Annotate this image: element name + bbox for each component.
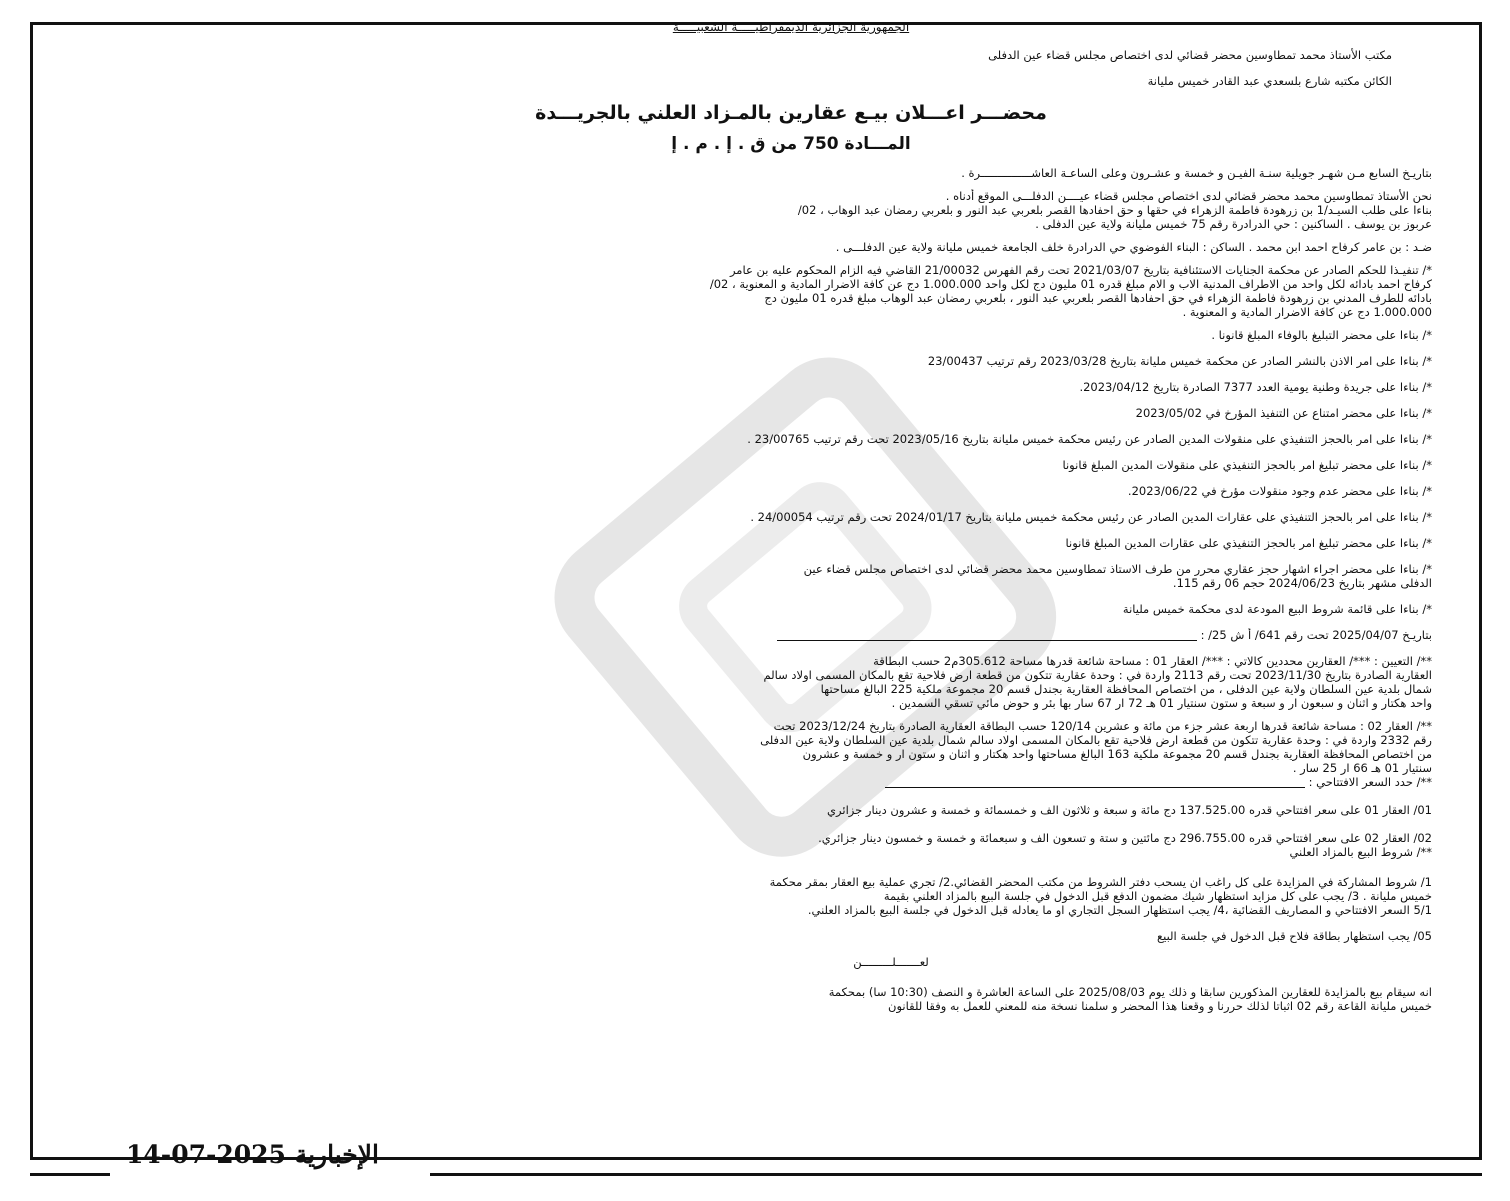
terms-line: 1/ شروط المشاركة في المزايدة على كل راغب ان يسحب دفتر الشروط من مكتب المحضر القضائي.2/ تجري عملية بيع العقار بمقر محكمة bbox=[769, 875, 1432, 889]
article-reference: المـــادة 750 من ق . إ . م . إ bbox=[671, 134, 911, 154]
conditions-filed-line: */ بناءا على قائمة شروط البيع المودعة لدى محكمة خميس مليانة bbox=[1122, 602, 1432, 616]
intro-line: عربوز بن يوسف . الساكنين : حي الدرادرة رقم 75 خميس مليانة ولاية عين الدفلى . bbox=[1035, 217, 1432, 231]
footer-label bbox=[126, 1140, 379, 1169]
recital: */ بناءا على جريدة وطنية يومية العدد 7377 الصادرة بتاريخ 2023/04/12. bbox=[1079, 380, 1432, 394]
terms-paragraph bbox=[150, 875, 1432, 917]
closing-line: انه سيقام بيع بالمزايدة للعقارين المذكورين سابقا و ذلك يوم 2025/08/03 على الساعة العاشرة و النصف (10:30 سا) بمحكمة bbox=[828, 985, 1432, 999]
recital: */ بناءا على امر بالحجز التنفيذي على عقارات المدين الصادر عن رئيس محكمة خميس مليانة بتاريخ 2024/01/17 تحت رقم ترتيب 24/00054 . bbox=[750, 510, 1432, 524]
intro-paragraph bbox=[150, 189, 1432, 231]
publication-paragraph bbox=[150, 562, 1432, 590]
property-1-designation bbox=[150, 654, 1432, 710]
closing-paragraph bbox=[150, 985, 1432, 1013]
publication-date: 2025-07-14 bbox=[126, 1140, 286, 1169]
designation-line: من اختصاص المحافظة العقارية بجندل قسم 20 مجموعة ملكية 163 البالغ مساحتها واحد هكتار و اثنان و ستون ار و خمسة و عشرون bbox=[802, 747, 1432, 761]
office-line: مكتب الأستاذ محمد تمطاوسين محضر قضائي لدى اختصاص مجلس قضاء عين الدفلى bbox=[988, 48, 1392, 62]
designation-line: العقارية الصادرة بتاريخ 2023/11/30 تحت رقم 2113 واردة في : وحدة عقارية تتكون من قطعة ارض فلاحية تقع بالمكان المسمى اولاد سالم bbox=[763, 668, 1432, 682]
recital: */ بناءا على محضر تبليغ امر بالحجز التنفيذي على عقارات المدين المبلغ قانونا bbox=[1065, 536, 1432, 550]
publication-line: الدفلى مشهر بتاريخ 2024/06/23 حجم 06 رقم 115. bbox=[1172, 576, 1432, 590]
designation-line: شمال بلدية عين السلطان ولاية عين الدفلى ، من اختصاص المحافظة العقارية بجندل قسم 20 مجموعة ملكية 225 البالغ مساحتها bbox=[820, 682, 1432, 696]
intro-line: نحن الأستاذ تمطاوسين محمد محضر قضائي لدى اختصاص مجلس قضاء عيــــن الدفلـــى الموقع أدناه . bbox=[945, 189, 1432, 203]
underline-rule bbox=[885, 777, 1305, 788]
recital: */ بناءا على امر بالحجز التنفيذي على منقولات المدين الصادر عن رئيس محكمة خميس مليانة بتاريخ 2023/05/16 تحت رقم ترتيب 23/00765 . bbox=[747, 432, 1432, 446]
newspaper-footer bbox=[30, 1130, 1482, 1190]
legal-notice bbox=[150, 12, 1432, 1141]
recital: */ بناءا على محضر امتناع عن التنفيذ المؤرخ في 2023/05/02 bbox=[1135, 406, 1432, 420]
designation-line: واحد هكتار و اثنان و سبعون ار و سبعة و ستون سنتيار 01 هـ 72 ار 67 سار بها بئر و حوض مائي تسقي السمدين . bbox=[891, 696, 1432, 710]
recital: */ بناءا على امر الاذن بالنشر الصادر عن محكمة خميس مليانة بتاريخ 2023/03/28 رقم ترتيب 23/00437 bbox=[927, 354, 1432, 368]
price-property-2: 02/ العقار 02 على سعر افتتاحي قدره 296.755.00 دج مائتين و ستة و تسعون الف و سبعمائة و خمسة و خمسون دينار جزائري. bbox=[818, 831, 1432, 845]
term-5: 05/ يجب استظهار بطاقة فلاح قبل الدخول في جلسة البيع bbox=[1156, 929, 1432, 943]
price-property-2-block bbox=[150, 831, 1432, 859]
footer-rule-right bbox=[430, 1173, 1482, 1176]
recital: */ بناءا على محضر تبليغ امر بالحجز التنفيذي على منقولات المدين المبلغ قانونا bbox=[1062, 458, 1432, 472]
property-2-designation bbox=[150, 719, 1432, 789]
underline-rule bbox=[777, 630, 1197, 641]
price-property-1: 01/ العقار 01 على سعر افتتاحي قدره 137.525.00 دج مائة و سبعة و ثلاثون الف و خمسمائة و خمسة و عشرون دينار جزائري bbox=[827, 803, 1432, 817]
intro-line: بناءا على طلب السيـد/1 بن زرهودة فاطمة الزهراء في حقها و حق احفادها القصر بلعربي عبد النور و بلعربي رمضان عبد الوهاب ، 02/ bbox=[797, 203, 1432, 217]
designation-line: **/ التعيين : ***/ العقارين محددين كالاتي : ***/ العقار 01 : مساحة شائعة قدرها مساحة 305.612م2 حسب البطاقة bbox=[873, 654, 1432, 668]
execution-line: 1.000.000 دج عن كافة الاضرار المادية و المعنوية . bbox=[1182, 305, 1432, 319]
execution-line: */ تنفيـذا للحكم الصادر عن محكمة الجنايات الاستئنافية بتاريخ 2021/03/07 تحت رقم الفهرس 21/00032 القاضي فيه الزام المحكوم عليه بن عامر bbox=[729, 263, 1432, 277]
closing-line: خميس مليانة القاعة رقم 02 اثباتا لذلك حررنا و وقعنا هذا المحضر و سلمنا نسخة منه للمعني للعمل به وفقا للقانون bbox=[888, 999, 1432, 1013]
filed-date-line bbox=[150, 628, 1432, 642]
terms-line: خميس مليانة . 3/ يجب على كل مزايد استظهار شيك مضمون الدفع قبل الدخول في جلسة البيع بالمزاد العلني بقيمة bbox=[883, 889, 1432, 903]
designation-line: سنتيار 01 هـ 66 ار 25 سار . bbox=[1292, 761, 1432, 775]
address-line: الكائن مكتبه شارع بلسعدي عبد القادر خميس مليانة bbox=[1147, 74, 1392, 88]
designation-line: رقم 2332 واردة في : وحدة عقارية تتكون من قطعة ارض فلاحية تقع بالمكان المسمى اولاد سالم شمال بلدية عين السلطان ولاية عين الدفلى bbox=[760, 733, 1432, 747]
republic-header: الجمهورية الجزائرية الديمقراطيـــــة الشعبيـــــة bbox=[672, 20, 910, 34]
date-line: بتاريـخ السابع مـن شهـر جويلية سنـة الفيـن و خمسة و عشـرون وعلى الساعـة العاشـــــــــــــــرة . bbox=[961, 166, 1432, 180]
notice-heading: لعـــــــلـــــــــن bbox=[853, 955, 929, 969]
publication-line: */ بناءا على محضر اجراء اشهار حجز عقاري محرر من طرف الاستاذ تمطاوسين محمد محضر قضائي لدى اختصاص مجلس قضاء عين bbox=[803, 562, 1432, 576]
opening-price-text: **/ حدد السعر الافتتاحي : bbox=[1308, 775, 1432, 789]
recital: */ بناءا على محضر عدم وجود منقولات مؤرخ في 2023/06/22. bbox=[1127, 484, 1432, 498]
against-line: ضـد : بن عامر كرفاح احمد ابن محمد . الساكن : البناء الفوضوي حي الدرادرة خلف الجامعة خميس مليانة ولاية عين الدفلـــى . bbox=[835, 240, 1432, 254]
opening-price-label bbox=[150, 775, 1432, 789]
execution-line: كرفاح احمد بادائه لكل واحد من الاطراف المدنية الاب و الام مبلغ قدره 01 مليون دج لكل واحد 1.000.000 دج عن كافة الاضرار المادية و المعنوية ، 02/ bbox=[709, 277, 1432, 291]
terms-line: 5/1 السعر الافتتاحي و المصاريف القضائية ،4/ يجب استظهار السجل التجاري او ما يعادله قبل الدخول في جلسة البيع بالمزاد العلني. bbox=[807, 903, 1432, 917]
designation-line: **/ العقار 02 : مساحة شائعة قدرها اربعة عشر جزء من مائة و عشرين 120/14 حسب البطاقة العقارية الصادرة بتاريخ 2023/12/24 تحت bbox=[773, 719, 1432, 733]
execution-line: بادائه للطرف المدني بن زرهودة فاطمة الزهراء في حق احفادها القصر بلعربي عبد النور ، بلعربي رمضان عبد الوهاب مبلغ قدره 01 مليون دج bbox=[764, 291, 1432, 305]
terms-label: **/ شروط البيع بالمزاد العلني bbox=[1289, 845, 1432, 859]
footer-rule-left bbox=[30, 1173, 110, 1176]
recital: */ بناءا على محضر التبليغ بالوفاء المبلغ قانونا . bbox=[1211, 328, 1432, 342]
newspaper-name: الإخبارية bbox=[294, 1140, 379, 1169]
document-title: محضـــر اعـــلان بيـع عقارين بالمـزاد العلني بالجريـــدة bbox=[535, 102, 1047, 124]
execution-paragraph bbox=[150, 263, 1432, 319]
filed-date-text: بتاريـخ 2025/04/07 تحت رقم 641/ أ ش 25/ : bbox=[1200, 628, 1432, 642]
